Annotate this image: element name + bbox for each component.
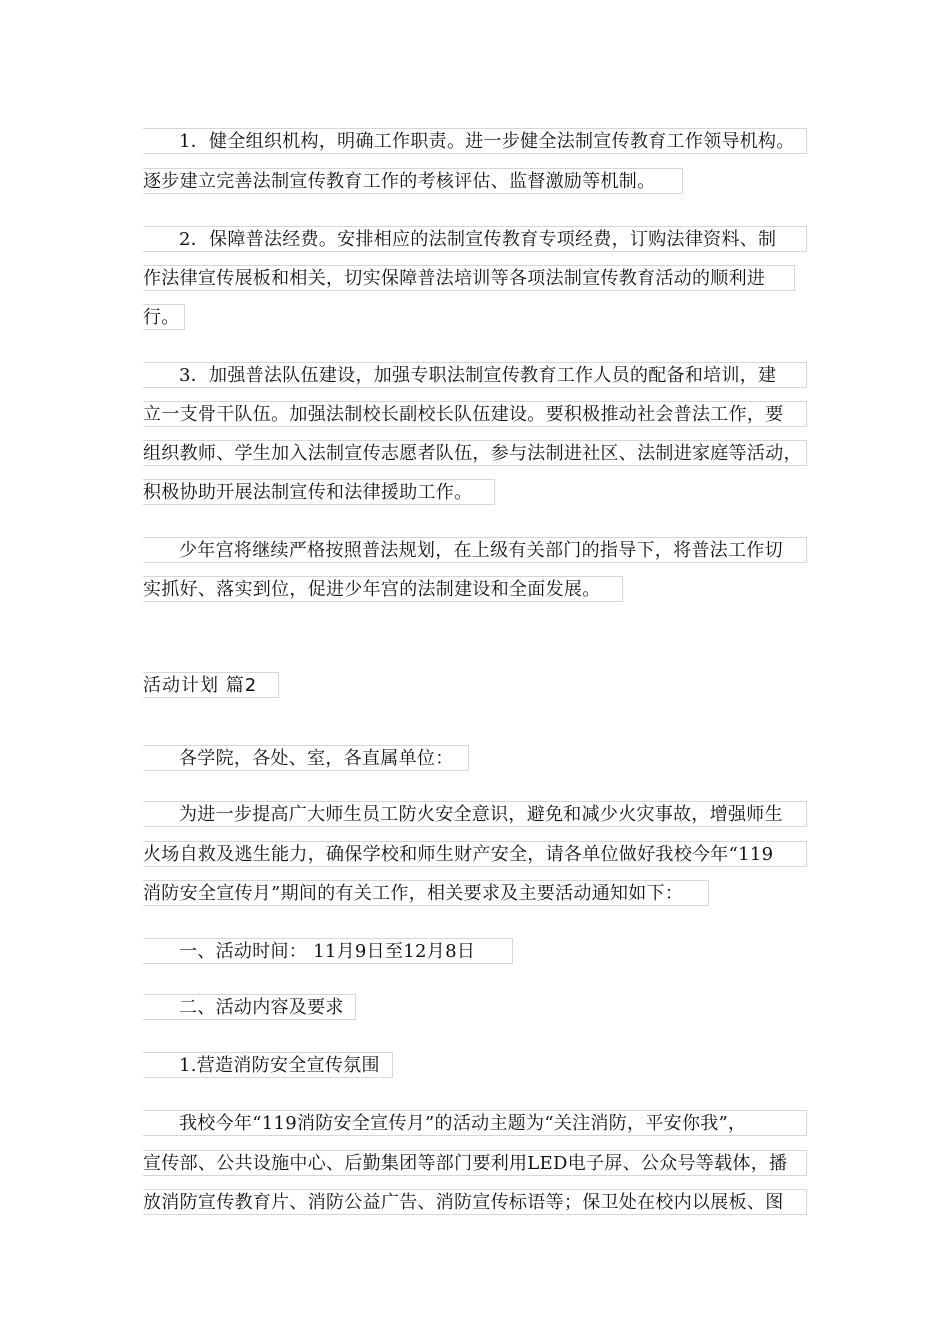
paragraph-line: 一、活动时间： 11月9日至12月8日: [143, 938, 513, 964]
paragraph-line: 各学院，各处、室，各直属单位：: [143, 745, 469, 771]
paragraph-line: 放消防宣传教育片、消防公益广告、消防宣传标语等；保卫处在校内以展板、图: [143, 1189, 807, 1215]
paragraph-line: 1．健全组织机构，明确工作职责。进一步健全法制宣传教育工作领导机构。: [143, 128, 807, 154]
paragraph-line: 1.营造消防安全宣传氛围: [143, 1052, 393, 1078]
paragraph-line: 3．加强普法队伍建设，加强专职法制宣传教育工作人员的配备和培训，建: [143, 362, 807, 388]
section-heading: 活动计划 篇2: [143, 672, 279, 698]
paragraph-line: 消防安全宣传月”期间的有关工作，相关要求及主要活动通知如下：: [143, 880, 709, 906]
paragraph-line: 少年宫将继续严格按照普法规划，在上级有关部门的指导下，将普法工作切: [143, 537, 807, 563]
paragraph-line: 逐步建立完善法制宣传教育工作的考核评估、监督激励等机制。: [143, 168, 683, 194]
paragraph-line: 火场自救及逃生能力，确保学校和师生财产安全，请各单位做好我校今年“119: [143, 841, 807, 867]
paragraph-line: 行。: [143, 304, 185, 330]
paragraph-line: 积极协助开展法制宣传和法律援助工作。: [143, 479, 495, 505]
paragraph-line: 二、活动内容及要求: [143, 994, 356, 1020]
paragraph-line: 组织教师、学生加入法制宣传志愿者队伍，参与法制进社区、法制进家庭等活动，: [143, 440, 807, 466]
paragraph-line: 立一支骨干队伍。加强法制校长副校长队伍建设。要积极推动社会普法工作，要: [143, 401, 807, 427]
paragraph-line: 作法律宣传展板和相关，切实保障普法培训等各项法制宣传教育活动的顺利进: [143, 265, 795, 291]
paragraph-line: 为进一步提高广大师生员工防火安全意识，避免和减少火灾事故，增强师生: [143, 801, 807, 827]
paragraph-line: 2．保障普法经费。安排相应的法制宣传教育专项经费，订购法律资料、制: [143, 226, 807, 252]
paragraph-line: 我校今年“119消防安全宣传月”的活动主题为“关注消防，平安你我”，: [143, 1110, 807, 1136]
paragraph-line: 实抓好、落实到位，促进少年宫的法制建设和全面发展。: [143, 576, 623, 602]
paragraph-line: 宣传部、公共设施中心、后勤集团等部门要利用LED电子屏、公众号等载体，播: [143, 1150, 807, 1176]
